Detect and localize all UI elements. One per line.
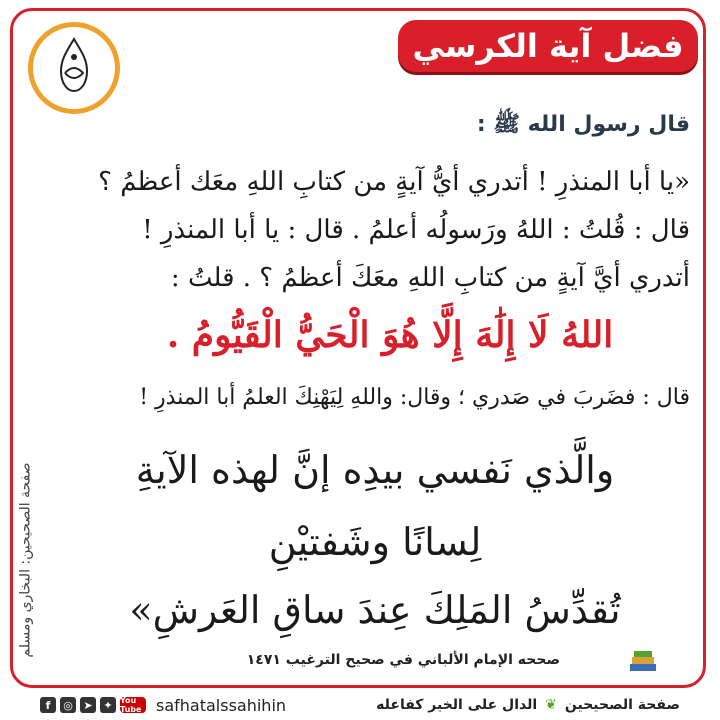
tagline: الدال على الخير كفاعله [376,697,538,713]
social-links [0,696,286,715]
footer-branding [376,697,720,713]
page-name: صفحة الصحيحين [564,697,680,713]
hadith-line-2: قال : قُلتُ : اللهُ ورَسولُه أعلمُ . قال : يا أبا المنذرِ ! [142,215,690,245]
twitter-icon[interactable]: ✦ [100,697,116,713]
leaf-icon: ❦ [545,697,557,713]
hadith-big-line-1: والَّذي نَفسي بيدِه إنَّ لهذه الآيةِ [135,448,615,492]
hadith-line-4: قال : فضَربَ في صَدري ؛ وقال: واللهِ لِيَهْنِكَ العلمُ أبا المنذرِ ! [139,385,690,410]
books-icon [628,648,658,674]
calligraphy-logo-icon [39,33,109,103]
side-credit-text: صفحة الصحيحين: البخاري ومسلم [18,462,35,658]
page-title: فضل آية الكرسي [398,20,698,72]
hadith-line-3: أتدري أيَّ آيةٍ من كتابِ اللهِ معَكَ أعظمُ ؟ . قلتُ : [170,263,690,293]
hadith-big-line-3: تُقدِّسُ المَلِكَ عِندَ ساقِ العَرشِ» [129,588,621,632]
hadith-line-1: «يا أبا المنذرِ ! أتدري أيُّ آيةٍ من كتابِ اللهِ معَك أعظمُ ؟ [98,167,690,197]
side-credit [12,440,40,680]
footer [0,690,720,720]
social-handle[interactable]: safhatalssahihin [156,695,287,715]
source-footnote: صححه الإمام الألباني في صحيح الترغيب ١٤٧١ [246,652,560,668]
ayah-line: اللهُ لَا إِلَٰهَ إِلَّا هُوَ الْحَيُّ الْقَيُّومُ . [166,314,614,356]
telegram-icon[interactable]: ➤ [80,697,96,713]
hadith-big-line-2: لِسانًا وشَفتيْنِ [268,520,482,564]
logo [28,22,120,114]
instagram-icon[interactable]: ◎ [60,697,76,713]
facebook-icon[interactable]: f [40,697,56,713]
intro-line: قال رسول الله ﷺ : [476,112,690,137]
youtube-icon[interactable]: You Tube [120,697,146,713]
